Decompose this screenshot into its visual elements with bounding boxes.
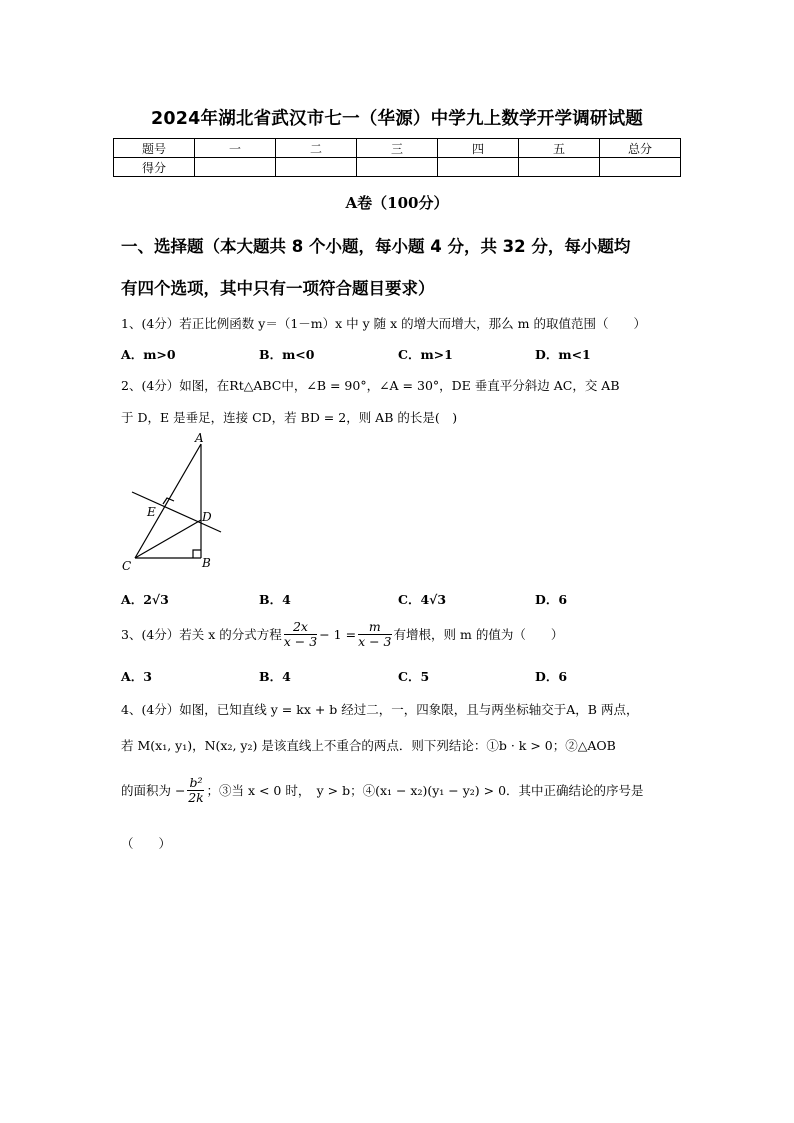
score-table-empty-cell [438,158,519,177]
q3-fraction-2-numerator: m [358,620,391,635]
score-table-empty-cell [276,158,357,177]
part1-heading-line1: 一、选择题（本大题共 8 个小题，每小题 4 分，共 32 分，每小题均 [121,237,631,256]
q3-fraction-1 [284,620,317,649]
q4-stem-line3 [121,776,644,805]
q3-option-a: A．3 [121,669,152,684]
q4-fraction-numerator: b² [189,775,203,790]
q1-option-d: D．m<1 [535,347,591,362]
q3-fraction-2-denominator: x − 3 [358,633,392,649]
score-table-cell: 题号 [114,139,195,158]
segment-cd [135,520,201,558]
score-table-cell: 二 [276,139,357,158]
q2-option-b: B．4 [259,592,291,607]
q3-option-d: D．6 [535,669,568,684]
section-a-heading: A卷（100分） [345,194,449,212]
segment-ac [135,444,201,558]
q4-fraction [187,776,204,805]
q4-stem-line1: 4、(4分）如图，已知直线 y = kx + b 经过二，一，四象限，且与两坐标轴交于A，B 两点， [121,702,639,717]
q1-option-c: C．m>1 [398,347,453,362]
q3-fraction-2 [358,620,391,649]
score-table-cell: 三 [357,139,438,158]
score-table-cell: 得分 [114,158,195,177]
q2-stem-line2: 于 D，E 是垂足，连接 CD，若 BD = 2，则 AB 的长是( ) [121,410,458,425]
label-d: D [202,510,212,524]
q4-stem-line3-pre: 的面积为 − [121,783,186,799]
q3-stem-post: 有增根，则 m 的值为（ ） [393,627,564,643]
score-table-empty-cell [195,158,276,177]
q4-stem-line4: （ ） [121,836,172,851]
q3-stem-mid: − 1 = [319,626,357,642]
label-e: E [147,505,156,519]
q4-stem-line2: 若 M(x₁, y₁)，N(x₂, y₂) 是该直线上不重合的两点．则下列结论：①b · k > 0；②△AOB [121,738,616,753]
q1-option-a: A．m>0 [121,347,176,362]
q1-option-b: B．m<0 [259,347,315,362]
q3-option-c: C．5 [398,669,430,684]
q2-option-a: A．2√3 [121,592,169,607]
score-table-header-row [114,139,681,158]
q3-option-b: B．4 [259,669,291,684]
q1-stem: 1、(4分）若正比例函数 y＝（1－m）x 中 y 随 x 的增大而增大，那么 m 的取值范围（ ） [121,316,646,331]
right-angle-mark-b [193,550,201,558]
score-table-cell: 五 [519,139,600,158]
triangle-figure [115,430,235,575]
score-table-empty-cell [600,158,681,177]
label-a: A [195,431,204,445]
q3-fraction-1-numerator: 2x [284,620,317,635]
q3-stem-pre: 3、(4分）若关 x 的分式方程 [121,627,282,643]
score-table-cell: 四 [438,139,519,158]
label-b: B [202,556,211,570]
score-table-empty-cell [519,158,600,177]
score-table-empty-cell [357,158,438,177]
score-table-cell: 一 [195,139,276,158]
exam-title: 2024年湖北省武汉市七一（华源）中学九上数学开学调研试题 [150,109,643,129]
score-table [113,138,681,177]
part1-heading-line2: 有四个选项，其中只有一项符合题目要求） [121,279,435,298]
q3-stem [121,620,563,649]
score-table-cell: 总分 [600,139,681,158]
q2-option-d: D．6 [535,592,568,607]
q4-stem-line3-post: ；③当 x < 0 时， y > b；④(x₁ − x₂)(y₁ − y₂) > 0．其中正确结论的序号是 [206,783,644,799]
q3-fraction-1-denominator: x − 3 [283,633,318,649]
q2-option-c: C．4√3 [398,592,447,607]
label-c: C [122,559,132,573]
q4-fraction-denominator: 2k [188,789,204,805]
score-table-score-row [114,158,681,177]
q2-stem-line1: 2、(4分）如图，在Rt△ABC中，∠B = 90°，∠A = 30°，DE 垂直平分斜边 AC，交 AB [121,378,620,393]
